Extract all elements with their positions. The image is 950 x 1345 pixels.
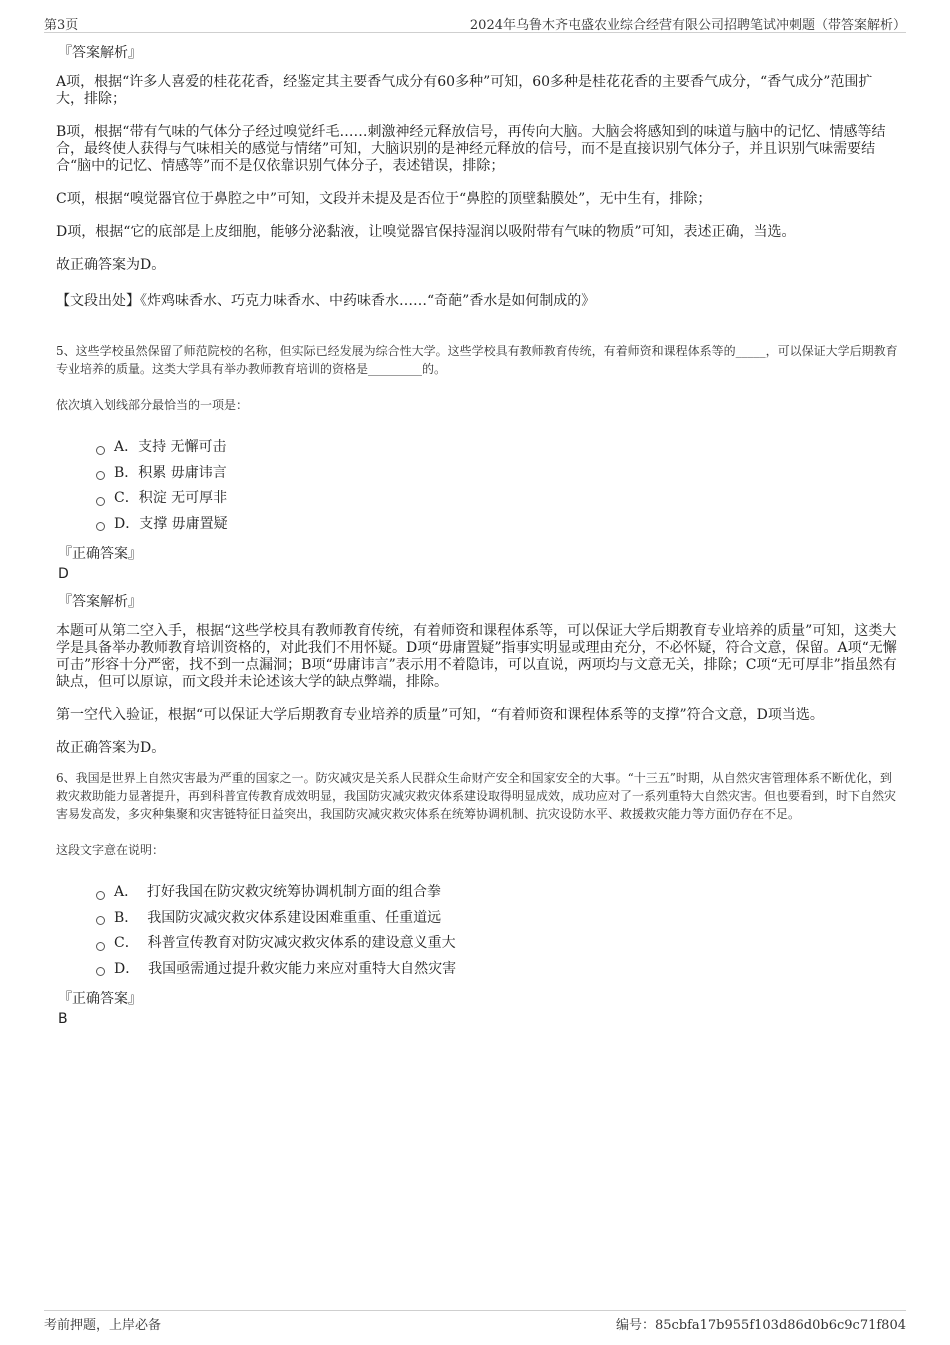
analysis-paragraph: D项，根据“它的底部是上皮细胞，能够分泌黏液，让嗅觉器官保持湿润以吸附带有气味的物质”可知，表述正确，当选。 — [56, 224, 796, 240]
document-title: 2024年乌鲁木齐屯盛农业综合经营有限公司招聘笔试冲刺题（带答案解析） — [469, 18, 906, 33]
footer-slogan: 考前押题，上岸必备 — [44, 1318, 162, 1333]
analysis-conclusion: 故正确答案为D。 — [56, 740, 166, 756]
question-5-options — [96, 435, 898, 537]
question-6-options — [96, 880, 898, 982]
correct-answer: D — [58, 566, 69, 582]
document-id: 编号：85cbfa17b955f103d86d0b6c9c71f804 — [615, 1318, 906, 1333]
radio-icon[interactable] — [96, 497, 105, 506]
analysis-paragraph: C项，根据“嗅觉器官位于鼻腔之中”可知，文段并未提及是否位于“鼻腔的顶壁黏膜处”，无中生有，排除； — [56, 191, 712, 207]
analysis-paragraph: 第一空代入验证，根据“可以保证大学后期教育专业培养的质量”可知，“有着师资和课程体系等的支撑”符合文意，D项当选。 — [56, 707, 824, 723]
question-6-text: 6、我国是世界上自然灾害最为严重的国家之一。防灾减灾是关系人民群众生命财产安全和国家安全的大事。“十三五”时期，从自然灾害管理体系不断优化，到救灾救助能力显著提升，再到科普宣传教育成效明显，我国防灾减灾救灾体系建设取得明显成效，成功应对了一系列重特大自然灾害。但也要看到，时下自然灾害易发高发，多灾种集聚和灾害链特征日益突出，我国防灾减灾救灾体系在统筹协调机制、抗灾设防水平、救援救灾能力等方面仍存在不足。 — [56, 771, 897, 821]
page-number: 第3页 — [44, 18, 79, 33]
page-header — [44, 10, 906, 33]
option-b[interactable]: B．积累 毋庸讳言 — [96, 461, 898, 487]
radio-icon[interactable] — [96, 471, 105, 480]
page-footer — [44, 1310, 906, 1333]
option-d[interactable]: D． 我国亟需通过提升救灾能力来应对重特大自然灾害 — [96, 957, 898, 983]
option-c[interactable]: C． 科普宣传教育对防灾减灾救灾体系的建设意义重大 — [96, 931, 898, 957]
analysis-paragraph: B项，根据“带有气味的气体分子经过嗅觉纤毛……刺激神经元释放信号，再传向大脑。大脑会将感知到的味道与脑中的记忆、情感等结合，最终使人获得与气味相关的感觉与情绪”可知，大脑识别的是神经元释放的信号，而不是直接识别气体分子，并且识别气味需要结合“脑中的记忆、情感等”而不是仅依靠识别气体分子，表述错误，排除； — [56, 124, 886, 174]
radio-icon[interactable] — [96, 942, 105, 951]
analysis-heading: 『答案解析』 — [58, 45, 142, 61]
correct-answer: B — [58, 1011, 68, 1027]
option-a[interactable]: A． 打好我国在防灾救灾统筹协调机制方面的组合拳 — [96, 880, 898, 906]
radio-icon[interactable] — [96, 891, 105, 900]
analysis-conclusion: 故正确答案为D。 — [56, 257, 166, 273]
option-a[interactable]: A．支持 无懈可击 — [96, 435, 898, 461]
question-6-prompt: 这段文字意在说明： — [56, 843, 165, 857]
analysis-paragraph: 本题可从第二空入手，根据“这些学校具有教师教育传统，有着师资和课程体系等，可以保证大学后期教育专业培养的质量”可知，这类大学是具备举办教师教育培训资格的，对此我们不用怀疑。D项“毋庸置疑”指事实明显或理由充分，不必怀疑，符合文意，保留。A项“无懈可击”形容十分严密，找不到一点漏洞；B项“毋庸讳言”表示用不着隐讳，可以直说，两项均与文意无关，排除；C项“无可厚非”指虽然有缺点，但可以原谅，而文段并未论述该大学的缺点弊端，排除。 — [56, 623, 897, 690]
analysis-paragraph: A项，根据“许多人喜爱的桂花花香，经鉴定其主要香气成分有60多种”可知，60多种是桂花花香的主要香气成分，“香气成分”范围扩大，排除； — [56, 74, 873, 107]
answer-heading: 『正确答案』 — [58, 546, 142, 562]
radio-icon[interactable] — [96, 522, 105, 531]
radio-icon[interactable] — [96, 446, 105, 455]
analysis-heading: 『答案解析』 — [58, 594, 142, 610]
question-5-text: 5、这些学校虽然保留了师范院校的名称，但实际已经发展为综合性大学。这些学校具有教师教育传统，有着师资和课程体系等的_____，可以保证大学后期教育专业培养的质量。这类大学具有举办教师教育培训的资格是_________的。 — [56, 344, 898, 376]
question-5-prompt: 依次填入划线部分最恰当的一项是： — [56, 398, 249, 412]
radio-icon[interactable] — [96, 967, 105, 976]
option-c[interactable]: C．积淀 无可厚非 — [96, 486, 898, 512]
option-d[interactable]: D．支撑 毋庸置疑 — [96, 512, 898, 538]
option-b[interactable]: B． 我国防灾减灾救灾体系建设困难重重、任重道远 — [96, 906, 898, 932]
answer-heading: 『正确答案』 — [58, 991, 142, 1007]
document-body — [56, 44, 898, 1038]
radio-icon[interactable] — [96, 916, 105, 925]
passage-source: 【文段出处】《炸鸡味香水、巧克力味香水、中药味香水……“奇葩”香水是如何制成的》 — [56, 293, 596, 309]
